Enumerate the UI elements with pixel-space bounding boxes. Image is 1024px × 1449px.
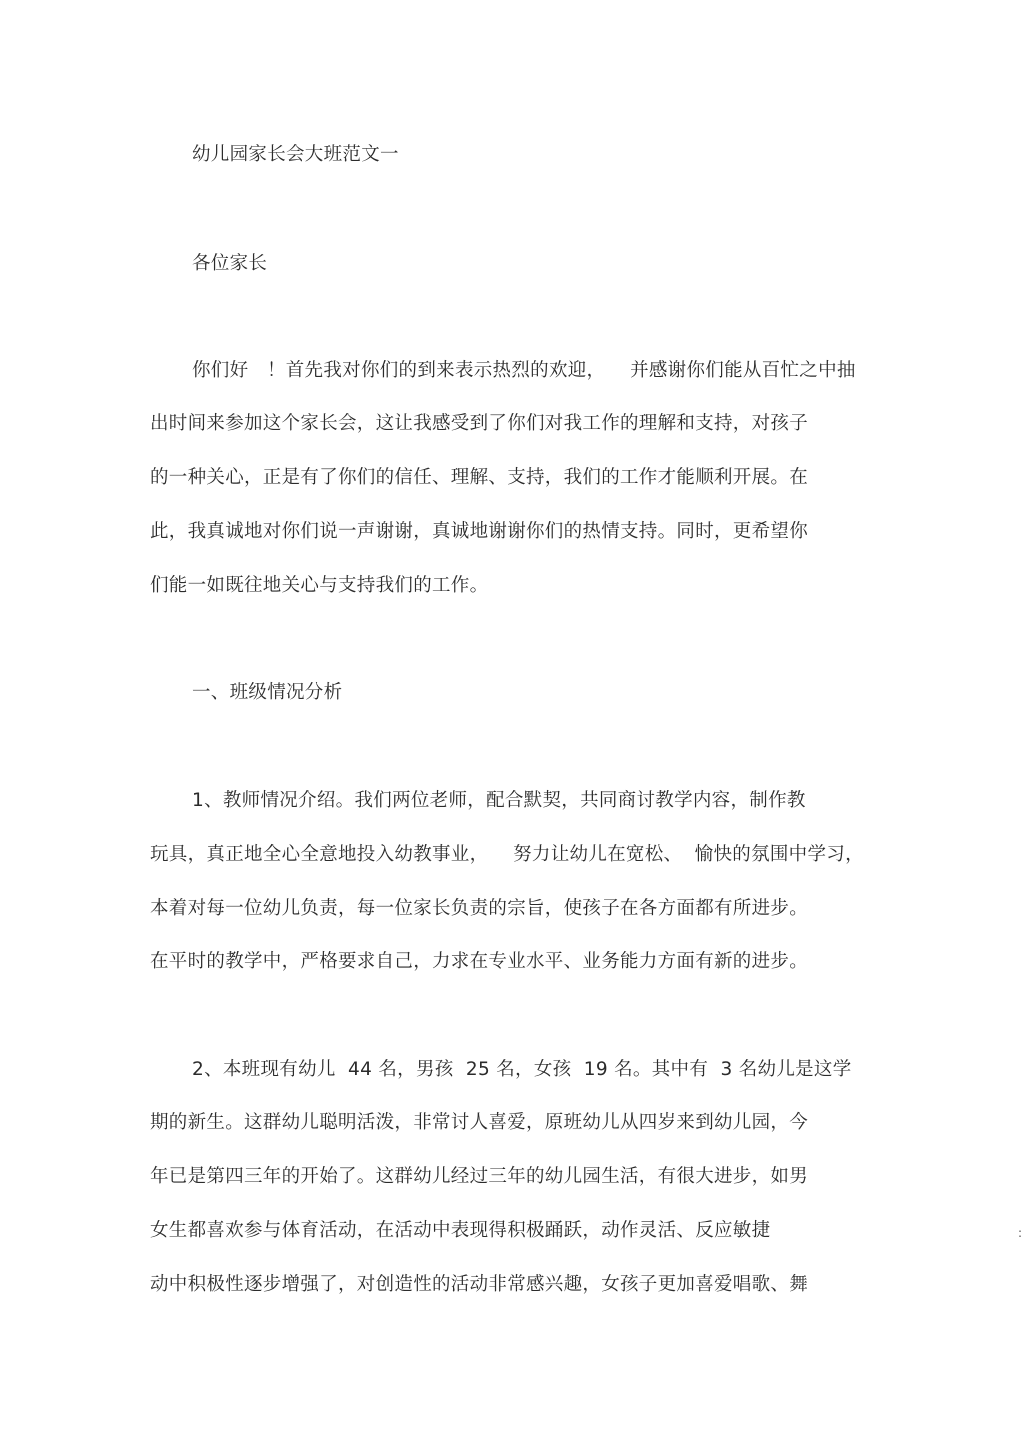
item1-paragraph-line: 玩具，真正地全心全意地投入幼教事业， 努力让幼儿在宽松、 愉快的氛围中学习， (150, 844, 864, 865)
intro-paragraph-line: 你们好 ！首先我对你们的到来表示热烈的欢迎， 并感谢你们能从百忙之中抽 (192, 360, 856, 381)
item1-paragraph-line: 在平时的教学中，严格要求自己，力求在专业水平、业务能力方面有新的进步。 (150, 951, 809, 972)
item2-paragraph-line: 期的新生。这群幼儿聪明活泼，非常讨人喜爱，原班幼儿从四岁来到幼儿园，今 (150, 1112, 809, 1133)
intro-paragraph-line: 出时间来参加这个家长会，这让我感受到了你们对我工作的理解和支持，对孩子 (150, 413, 809, 434)
item1-paragraph-line: 1、教师情况介绍。我们两位老师，配合默契，共同商讨教学内容，制作教 (192, 790, 806, 811)
item2-paragraph-line: 2、本班现有幼儿 44 名，男孩 25 名，女孩 19 名。其中有 3 名幼儿是这学 (192, 1059, 852, 1080)
document-title: 幼儿园家长会大班范文一 (192, 144, 399, 165)
item2-paragraph-line: 动中积极性逐步增强了，对创造性的活动非常感兴趣，女孩子更加喜爱唱歌、舞 (150, 1274, 809, 1295)
section-heading: 一、班级情况分析 (192, 682, 343, 703)
salutation: 各位家长 (192, 253, 268, 274)
intro-paragraph-line: 们能一如既往地关心与支持我们的工作。 (150, 575, 489, 596)
intro-paragraph-line: 的一种关心，正是有了你们的信任、理解、支持，我们的工作才能顺利开展。在 (150, 467, 809, 488)
item2-paragraph-line: 女生都喜欢参与体育活动，在活动中表现得积极踊跃，动作灵活、反应敏捷 (150, 1220, 771, 1241)
item1-paragraph-line: 本着对每一位幼儿负责，每一位家长负责的宗旨，使孩子在各方面都有所进步。 (150, 898, 809, 919)
intro-paragraph-line: 此，我真诚地对你们说一声谢谢，真诚地谢谢你们的热情支持。同时，更希望你 (150, 521, 809, 542)
item2-paragraph-line: 年已是第四三年的开始了。这群幼儿经过三年的幼儿园生活，有很大进步，如男 (150, 1166, 809, 1187)
clipped-glyph-mark: : (1018, 1226, 1022, 1240)
